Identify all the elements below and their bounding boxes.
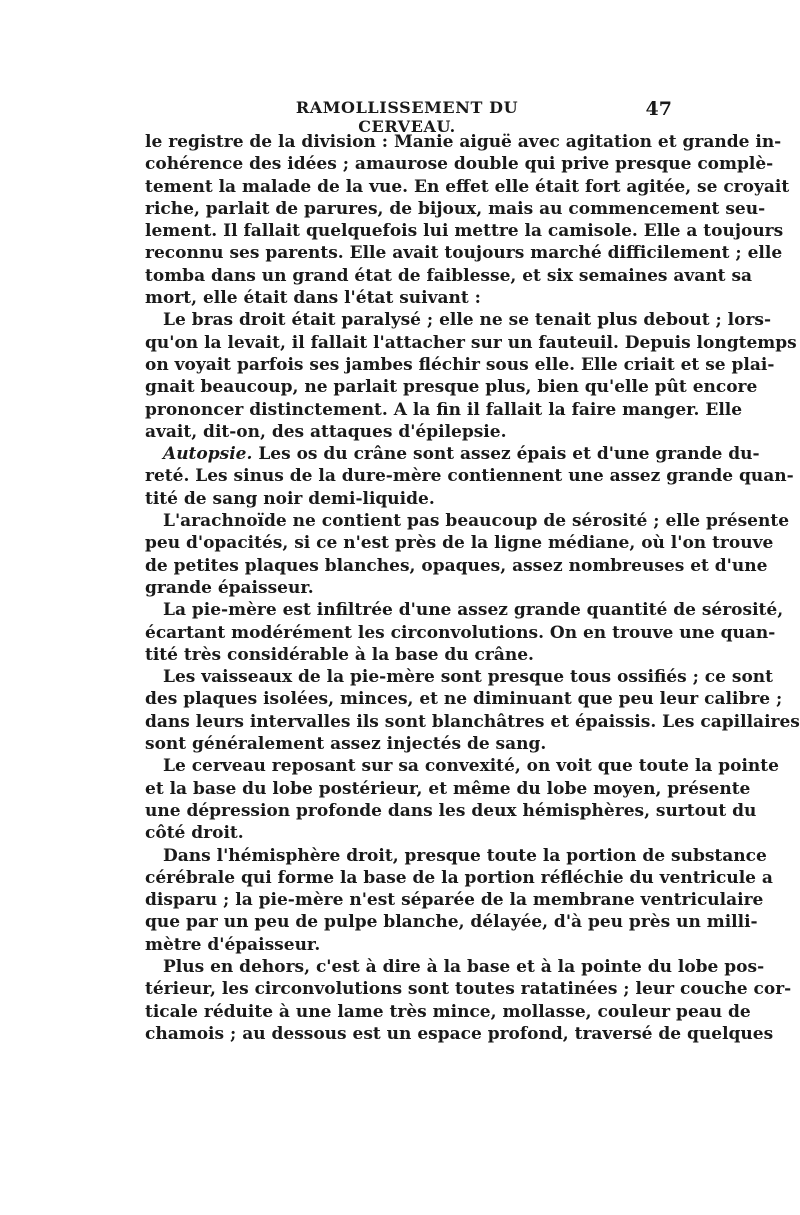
text-line: Dans l'hémisphère droit, presque toute la portion de substance [163,845,767,866]
paragraph [145,666,800,755]
text-line: riche, parlait de parures, de bijoux, mais au commencement seu- [145,198,766,219]
text-line: La pie-mère est infiltrée d'une assez grande quantité de sérosité, [163,600,784,621]
text-line: une dépression profonde dans les deux hémisphères, surtout du [145,800,757,821]
text-line: disparu ; la pie-mère n'est séparée de la membrane ventriculaire [145,890,764,911]
text-line: côté droit. [145,823,244,844]
text-line: tité de sang noir demi-liquide. [145,488,435,509]
text-line: reconnu ses parents. Elle avait toujours marché difficilement ; elle [145,243,783,264]
text-line: sont généralement assez injectés de sang. [145,734,547,755]
text-line: qu'on la levait, il fallait l'attacher sur un fauteuil. Depuis longtemps [145,332,797,353]
paragraph [145,443,794,510]
text-line: Plus en dehors, c'est à dire à la base et à la pointe du lobe pos- [163,956,765,977]
text-line: Le cerveau reposant sur sa convexité, on voit que toute la pointe [163,756,779,777]
text-line: peu d'opacités, si ce n'est près de la ligne médiane, où l'on trouve [145,533,774,554]
text-line: reté. Les sinus de la dure-mère contiennent une assez grande quan- [145,466,794,487]
paragraph [145,845,773,956]
autopsie-heading: Autopsie. [163,444,253,465]
text-line: Les vaisseaux de la pie-mère sont presque tous ossifiés ; ce sont [163,667,774,688]
text-line: des plaques isolées, minces, et ne diminuant que peu leur calibre ; [145,689,783,710]
text-line: térieur, les circonvolutions sont toutes ratatinées ; leur couche cor- [145,979,792,1000]
page-number: 47 [645,98,672,120]
page-header [145,98,672,136]
text-line: gnait beaucoup, ne parlait presque plus, bien qu'elle pût encore [145,377,758,398]
text-line: de petites plaques blanches, opaques, assez nombreuses et d'une [145,555,768,576]
body-text [145,131,800,1045]
text-line: cérébrale qui forme la base de la portion réfléchie du ventricule a [145,867,773,888]
paragraph [145,131,790,309]
text-line: grande épaisseur. [145,577,314,598]
text-line: avait, dit-on, des attaques d'épilepsie. [145,421,507,442]
text-line: lement. Il fallait quelquefois lui mettre la camisole. Elle a toujours [145,221,784,242]
text-line: tement la malade de la vue. En effet elle était fort agitée, se croyait [145,176,790,197]
paragraph [145,956,792,1045]
paragraph [145,510,790,599]
paragraph [145,309,797,443]
paragraph [145,599,784,666]
text-line: que par un peu de pulpe blanche, délayée, d'à peu près un milli- [145,912,758,933]
text-line: cohérence des idées ; amaurose double qui prive presque complè- [145,154,774,175]
text-line: on voyait parfois ses jambes fléchir sous elle. Elle criait et se plai- [145,354,775,375]
text-line: Le bras droit était paralysé ; elle ne se tenait plus debout ; lors- [163,310,772,331]
running-title: RAMOLLISSEMENT DU CERVEAU. [295,98,519,136]
text-line: tité très considérable à la base du crâne. [145,644,534,665]
text-line: le registre de la division : Manie aiguë avec agitation et grande in- [145,132,782,152]
paragraph [145,755,779,844]
text-line: prononcer distinctement. A la fin il fallait la faire manger. Elle [145,399,743,420]
text-line: mètre d'épaisseur. [145,934,321,955]
text-line: L'arachnoïde ne contient pas beaucoup de sérosité ; elle présente [163,511,790,532]
text-line: dans leurs intervalles ils sont blanchâtres et épaissis. Les capillaires [145,711,800,732]
text-line: ticale réduite à une lame très mince, mollasse, couleur peau de [145,1001,751,1022]
text-line [145,443,760,465]
text-line: écartant modérément les circonvolutions. On en trouve une quan- [145,622,776,643]
text-run: Les os du crâne sont assez épais et d'une grande du- [258,444,760,465]
text-line: et la base du lobe postérieur, et même du lobe moyen, présente [145,778,751,799]
text-line: chamois ; au dessous est un espace profond, traversé de quelques [145,1023,774,1044]
text-line: mort, elle était dans l'état suivant : [145,288,481,309]
text-line: tomba dans un grand état de faiblesse, et six semaines avant sa [145,265,753,286]
